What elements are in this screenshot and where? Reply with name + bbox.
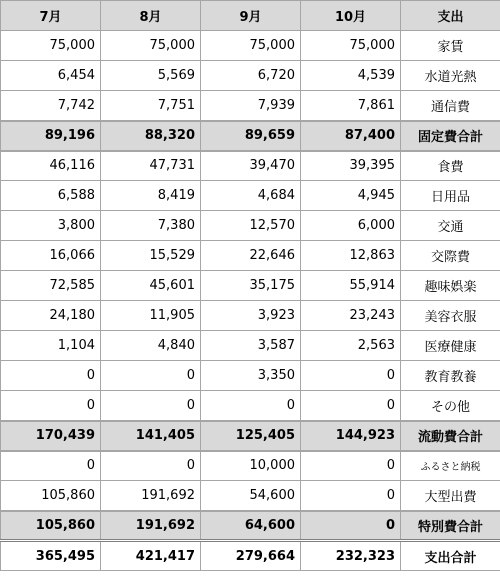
table-body (1, 31, 500, 571)
cell-month-7[interactable]: 46,116 (1, 151, 101, 181)
table-row (1, 271, 500, 301)
cell-month-7[interactable]: 6,454 (1, 61, 101, 91)
cell-category[interactable]: 食費 (401, 151, 500, 181)
cell-month-7[interactable]: 16,066 (1, 241, 101, 271)
cell-category[interactable]: その他 (401, 391, 500, 421)
cell-category[interactable]: 教育教養 (401, 361, 500, 391)
table-row (1, 331, 500, 361)
cell-month-7[interactable]: 365,495 (1, 541, 101, 571)
cell-month-10[interactable]: 0 (301, 511, 401, 541)
cell-category[interactable]: 交際費 (401, 241, 500, 271)
cell-month-8[interactable]: 421,417 (101, 541, 201, 571)
cell-month-7[interactable]: 105,860 (1, 481, 101, 511)
table-row (1, 61, 500, 91)
cell-month-7[interactable]: 105,860 (1, 511, 101, 541)
cell-month-7[interactable]: 7,742 (1, 91, 101, 121)
cell-month-7[interactable]: 6,588 (1, 181, 101, 211)
cell-month-8[interactable]: 0 (101, 361, 201, 391)
cell-category[interactable]: 日用品 (401, 181, 500, 211)
cell-month-9[interactable]: 3,350 (201, 361, 301, 391)
cell-month-8[interactable]: 45,601 (101, 271, 201, 301)
subtotal-row (1, 511, 500, 541)
cell-month-9[interactable]: 10,000 (201, 451, 301, 481)
header-month-10: 10月 (301, 1, 401, 31)
cell-month-10[interactable]: 0 (301, 451, 401, 481)
cell-month-10[interactable]: 55,914 (301, 271, 401, 301)
cell-month-8[interactable]: 191,692 (101, 481, 201, 511)
cell-month-10[interactable]: 87,400 (301, 121, 401, 151)
cell-month-9[interactable]: 279,664 (201, 541, 301, 571)
subtotal-row (1, 121, 500, 151)
cell-month-10[interactable]: 4,945 (301, 181, 401, 211)
cell-category[interactable]: 水道光熱 (401, 61, 500, 91)
table-row (1, 151, 500, 181)
cell-category[interactable]: 特別費合計 (401, 511, 500, 541)
table-row (1, 211, 500, 241)
cell-month-10[interactable]: 0 (301, 481, 401, 511)
cell-month-10[interactable]: 144,923 (301, 421, 401, 451)
cell-month-9[interactable]: 0 (201, 391, 301, 421)
cell-month-8[interactable]: 4,840 (101, 331, 201, 361)
cell-month-7[interactable]: 24,180 (1, 301, 101, 331)
cell-month-8[interactable]: 75,000 (101, 31, 201, 61)
cell-category[interactable]: 趣味娯楽 (401, 271, 500, 301)
table-row (1, 301, 500, 331)
cell-category[interactable]: 支出合計 (401, 541, 500, 571)
cell-month-7[interactable]: 89,196 (1, 121, 101, 151)
cell-month-8[interactable]: 5,569 (101, 61, 201, 91)
cell-month-10[interactable]: 7,861 (301, 91, 401, 121)
cell-month-9[interactable]: 64,600 (201, 511, 301, 541)
cell-category[interactable]: 流動費合計 (401, 421, 500, 451)
header-category: 支出 (401, 1, 500, 31)
cell-month-9[interactable]: 35,175 (201, 271, 301, 301)
cell-month-8[interactable]: 8,419 (101, 181, 201, 211)
cell-month-10[interactable]: 23,243 (301, 301, 401, 331)
cell-month-10[interactable]: 75,000 (301, 31, 401, 61)
cell-category[interactable]: ふるさと納税 (401, 451, 500, 481)
cell-month-8[interactable]: 141,405 (101, 421, 201, 451)
cell-month-9[interactable]: 3,923 (201, 301, 301, 331)
cell-month-10[interactable]: 2,563 (301, 331, 401, 361)
cell-month-8[interactable]: 88,320 (101, 121, 201, 151)
cell-month-7[interactable]: 0 (1, 361, 101, 391)
cell-month-7[interactable]: 3,800 (1, 211, 101, 241)
cell-month-7[interactable]: 0 (1, 391, 101, 421)
cell-month-9[interactable]: 54,600 (201, 481, 301, 511)
cell-category[interactable]: 医療健康 (401, 331, 500, 361)
header-month-7: 7月 (1, 1, 101, 31)
cell-month-9[interactable]: 125,405 (201, 421, 301, 451)
cell-category[interactable]: 通信費 (401, 91, 500, 121)
cell-month-10[interactable]: 0 (301, 361, 401, 391)
cell-category[interactable]: 美容衣服 (401, 301, 500, 331)
cell-month-8[interactable]: 7,380 (101, 211, 201, 241)
table-row (1, 31, 500, 61)
table-row (1, 481, 500, 511)
cell-month-8[interactable]: 15,529 (101, 241, 201, 271)
cell-month-9[interactable]: 39,470 (201, 151, 301, 181)
cell-month-10[interactable]: 0 (301, 391, 401, 421)
cell-month-8[interactable]: 0 (101, 451, 201, 481)
header-month-9: 9月 (201, 1, 301, 31)
table-row (1, 451, 500, 481)
table-row (1, 391, 500, 421)
cell-month-7[interactable]: 170,439 (1, 421, 101, 451)
cell-month-9[interactable]: 3,587 (201, 331, 301, 361)
cell-month-7[interactable]: 75,000 (1, 31, 101, 61)
cell-month-7[interactable]: 0 (1, 451, 101, 481)
cell-month-10[interactable]: 39,395 (301, 151, 401, 181)
cell-month-10[interactable]: 6,000 (301, 211, 401, 241)
cell-month-9[interactable]: 6,720 (201, 61, 301, 91)
table-row (1, 241, 500, 271)
table-row (1, 181, 500, 211)
cell-month-9[interactable]: 12,570 (201, 211, 301, 241)
table-row (1, 91, 500, 121)
cell-month-9[interactable]: 75,000 (201, 31, 301, 61)
cell-month-10[interactable]: 232,323 (301, 541, 401, 571)
cell-month-8[interactable]: 191,692 (101, 511, 201, 541)
cell-category[interactable]: 大型出費 (401, 481, 500, 511)
cell-category[interactable]: 家賃 (401, 31, 500, 61)
cell-month-9[interactable]: 89,659 (201, 121, 301, 151)
cell-month-8[interactable]: 11,905 (101, 301, 201, 331)
cell-month-9[interactable]: 22,646 (201, 241, 301, 271)
cell-month-8[interactable]: 7,751 (101, 91, 201, 121)
header-month-8: 8月 (101, 1, 201, 31)
cell-month-7[interactable]: 72,585 (1, 271, 101, 301)
cell-month-8[interactable]: 47,731 (101, 151, 201, 181)
cell-month-10[interactable]: 4,539 (301, 61, 401, 91)
cell-category[interactable]: 固定費合計 (401, 121, 500, 151)
cell-month-10[interactable]: 12,863 (301, 241, 401, 271)
subtotal-row (1, 421, 500, 451)
table-row (1, 361, 500, 391)
cell-month-9[interactable]: 7,939 (201, 91, 301, 121)
grand-total-row (1, 541, 500, 571)
cell-month-7[interactable]: 1,104 (1, 331, 101, 361)
header-row (1, 1, 500, 31)
cell-month-8[interactable]: 0 (101, 391, 201, 421)
cell-category[interactable]: 交通 (401, 211, 500, 241)
cell-month-9[interactable]: 4,684 (201, 181, 301, 211)
